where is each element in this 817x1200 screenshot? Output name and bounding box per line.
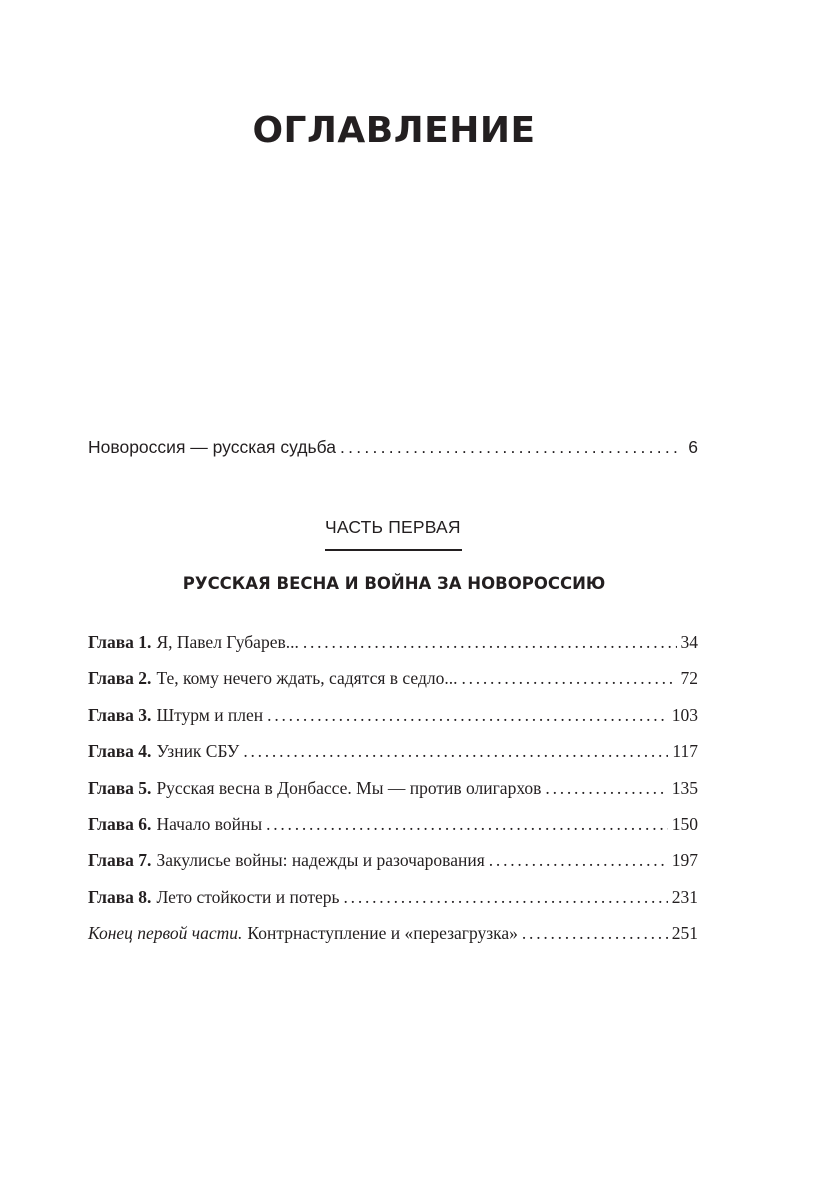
dot-leader	[461, 668, 676, 689]
part-title: РУССКАЯ ВЕСНА И ВОЙНА ЗА НОВОРОССИЮ	[182, 574, 606, 593]
part-underline-divider	[325, 549, 462, 551]
dot-leader	[522, 923, 668, 944]
chapter-label: Глава 7.	[88, 850, 152, 871]
chapter-label: Глава 2.	[88, 668, 152, 689]
part-label: ЧАСТЬ ПЕРВАЯ	[325, 517, 461, 537]
chapter-page: 103	[671, 704, 698, 725]
chapter-title: Узник СБУ	[156, 741, 240, 762]
chapter-title: Начало войны	[156, 813, 263, 834]
toc-entry-chapter-6[interactable]	[88, 814, 698, 850]
chapter-label: Глава 6.	[88, 813, 152, 834]
dot-leader	[267, 705, 668, 726]
toc-entry-chapter-1[interactable]	[88, 632, 698, 668]
dot-leader	[344, 887, 668, 908]
toc-intro-entry[interactable]	[88, 437, 698, 458]
chapter-page: 251	[671, 923, 698, 944]
chapter-page: 231	[671, 886, 698, 907]
dot-leader	[243, 741, 668, 762]
chapter-title: Русская весна в Донбассе. Мы — против олигархов	[156, 777, 542, 798]
chapter-title: Те, кому нечего ждать, садятся в седло...	[156, 668, 458, 689]
chapter-page: 135	[671, 777, 698, 798]
chapter-label: Глава 8.	[88, 886, 152, 907]
dot-leader	[340, 437, 678, 458]
dot-leader	[266, 814, 668, 835]
chapter-label: Глава 3.	[88, 704, 152, 725]
dot-leader	[303, 632, 677, 653]
toc-entry-chapter-2[interactable]	[88, 668, 698, 704]
toc-entry-chapter-4[interactable]	[88, 741, 698, 777]
chapter-title: Лето стойкости и потерь	[156, 886, 340, 907]
chapter-title: Закулисье войны: надежды и разочарования	[156, 850, 485, 871]
chapter-page: 197	[671, 850, 698, 871]
chapter-page: 72	[680, 668, 698, 689]
toc-chapter-list	[88, 632, 698, 960]
dot-leader	[489, 850, 668, 871]
chapter-page: 34	[680, 632, 698, 652]
chapter-label: Глава 1.	[88, 632, 152, 652]
chapter-label: Конец первой части.	[88, 923, 243, 944]
chapter-page: 150	[671, 813, 698, 834]
chapter-title: Штурм и плен	[156, 704, 264, 725]
chapter-page: 117	[672, 741, 698, 762]
toc-entry-chapter-5[interactable]	[88, 778, 698, 814]
toc-entry-chapter-3[interactable]	[88, 705, 698, 741]
chapter-label: Глава 4.	[88, 741, 152, 762]
toc-intro-title: Новороссия — русская судьба	[88, 437, 336, 457]
chapter-title: Контрнаступление и «перезагрузка»	[247, 923, 518, 944]
toc-entry-part-end[interactable]	[88, 923, 698, 959]
chapter-title: Я, Павел Губарев...	[156, 632, 299, 652]
toc-entry-chapter-7[interactable]	[88, 850, 698, 886]
toc-entry-chapter-8[interactable]	[88, 887, 698, 923]
toc-intro-page: 6	[688, 437, 698, 457]
dot-leader	[545, 778, 667, 799]
page-title: ОГЛАВЛЕНИЕ	[252, 110, 536, 151]
chapter-label: Глава 5.	[88, 777, 152, 798]
